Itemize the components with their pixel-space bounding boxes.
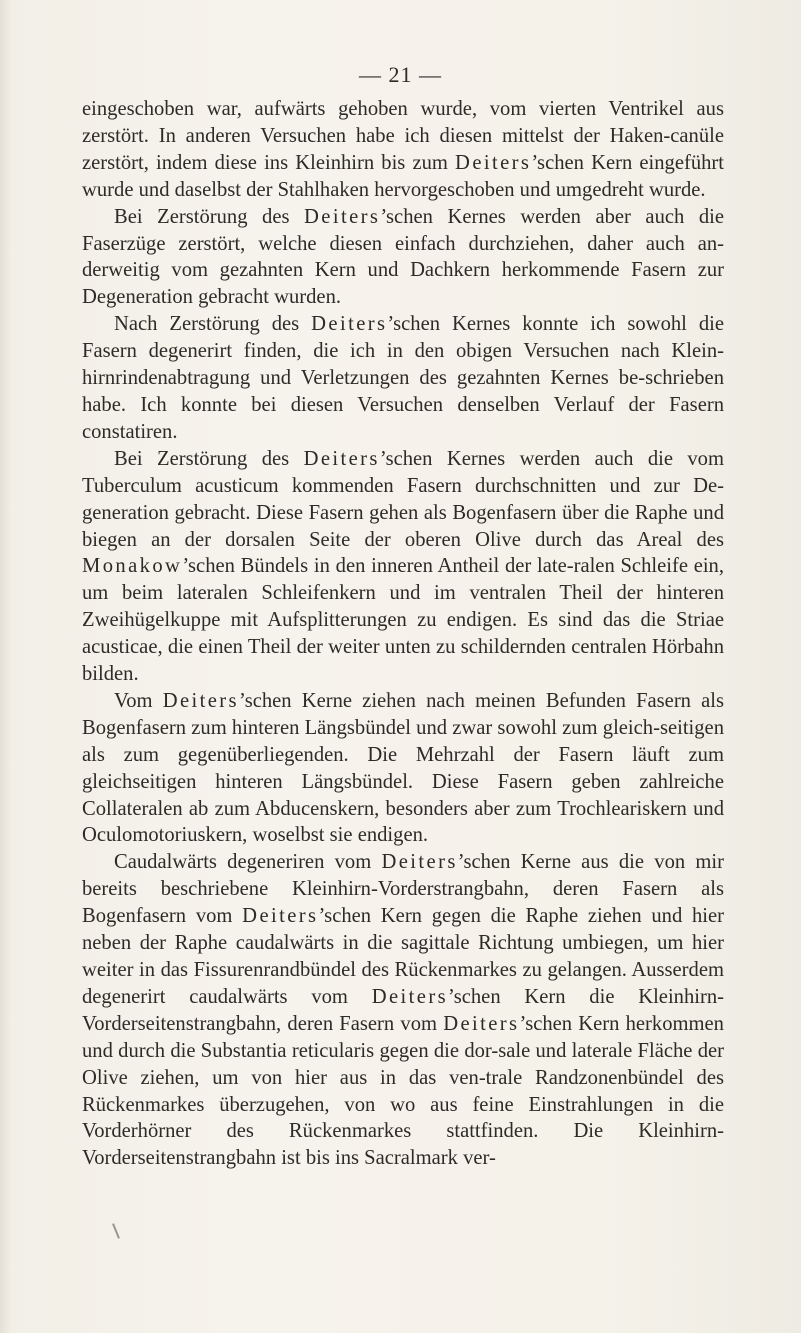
stray-mark bbox=[112, 1223, 120, 1239]
text-run: ’schen Kerne aus die von mir bereits beschriebene Kleinhirn-Vorderstrangbahn, deren Fasern als Bogenfasern vom bbox=[82, 851, 725, 928]
paragraph bbox=[82, 446, 724, 688]
text-run: ’schen Kernes konnte ich sowohl die Fasern degenerirt finden, die ich in den obigen Versuchen nach Klein-hirnrindenabtragung und Verletzungen des gezahnten Kernes be-schrieben habe. Ich konnte bei diesen Versuchen denselben Verlauf der Fasern constatiren. bbox=[82, 313, 724, 443]
author-name: Monakow bbox=[82, 555, 183, 578]
text-run: Vom bbox=[114, 689, 163, 712]
text-run: ’schen Kern eingeführt wurde und daselbst der Stahlhaken hervorgeschoben und umgedreht wurde. bbox=[82, 151, 724, 201]
author-name: Deiters bbox=[371, 985, 448, 1008]
author-name: Deiters bbox=[303, 447, 380, 470]
paragraph bbox=[82, 849, 724, 1172]
text-run: ’schen Kerne ziehen nach meinen Befunden Fasern als Bogenfasern zum hinteren Längsbündel und zwar sowohl zum gleich-seitigen als zum gegenüberliegenden. Die Mehrzahl der Fasern läuft zum gleichseitigen hinteren Längsbündel. Diese Fasern geben zahlreiche Collateralen ab zum Abducenskern, besonders aber zum Trochleariskern und Oculomotoriuskern, woselbst sie endigen. bbox=[82, 689, 724, 847]
paragraph bbox=[82, 311, 724, 446]
paragraph bbox=[82, 96, 724, 204]
author-name: Deiters bbox=[311, 313, 388, 336]
author-name: Deiters bbox=[242, 905, 319, 928]
paragraph bbox=[82, 688, 724, 849]
text-run: Nach Zerstörung des bbox=[114, 313, 312, 336]
author-name: Deiters bbox=[162, 689, 239, 712]
text-run: Caudalwärts degeneriren vom bbox=[114, 851, 382, 874]
page-number: — 21 — bbox=[359, 62, 442, 87]
page-edge-shadow bbox=[0, 0, 12, 1333]
text-run: ’schen Bündels in den inneren Antheil der late-ralen Schleife ein, um beim lateralen Schleifenkern und im ventralen Theil der hinteren Zweihügelkuppe mit Aufsplitterungen zu endigen. Es sind das die Striae acusticae, die einen Theil der weiter unten zu schildernden centralen Hörbahn bilden. bbox=[82, 555, 724, 686]
text-run: ’schen Kern herkommen und durch die Substantia reticularis gegen die dor-sale und laterale Fläche der Olive ziehen, um von hier aus in das ven-trale Randzonenbündel des Rückenmarkes überzugehen, von wo aus feine Einstrahlungen in die Vorderhörner des Rückenmarkes stattfinden. Die Kleinhirn-Vorderseitenstrangbahn ist bis ins Sacralmark ver- bbox=[82, 1012, 724, 1170]
author-name: Deiters bbox=[304, 205, 381, 228]
author-name: Deiters bbox=[455, 151, 532, 174]
text-run: ’schen Kernes werden aber auch die Faserzüge zerstört, welche diesen einfach durchziehen, daher auch an-derweitig vom gezahnten Kern und Dachkern herkommende Fasern zur Degeneration gebracht wurden. bbox=[82, 205, 725, 309]
text-run: ’schen Kern gegen die Raphe ziehen und hier neben der Raphe caudalwärts in die sagittale Richtung umbiegen, um hier weiter in das Fissurenrandbündel des Rückenmarkes zu gelangen. Ausserdem degenerirt caudalwärts vom bbox=[82, 905, 724, 1008]
body-text bbox=[82, 96, 724, 1172]
text-run: Bei Zerstörung des bbox=[114, 447, 304, 470]
author-name: Deiters bbox=[381, 851, 458, 874]
text-run: ’schen Kernes werden auch die vom Tuberculum acusticum kommenden Fasern durchschnitten und zur De-generation gebracht. Diese Fasern gehen als Bogenfasern über die Raphe und biegen an der dorsalen Seite der oberen Olive durch das Areal des bbox=[82, 447, 724, 551]
paragraph bbox=[82, 204, 724, 312]
author-name: Deiters bbox=[443, 1012, 520, 1035]
text-run: eingeschoben war, aufwärts gehoben wurde, vom vierten Ventrikel aus zerstört. In anderen Versuchen habe ich diesen mittelst der Haken-canüle zerstört, indem diese ins Kleinhirn bis zum bbox=[82, 98, 724, 174]
text-run: Bei Zerstörung des bbox=[114, 205, 305, 228]
text-run: ’schen Kern die Kleinhirn-Vorderseitenstrangbahn, deren Fasern vom bbox=[82, 985, 725, 1035]
